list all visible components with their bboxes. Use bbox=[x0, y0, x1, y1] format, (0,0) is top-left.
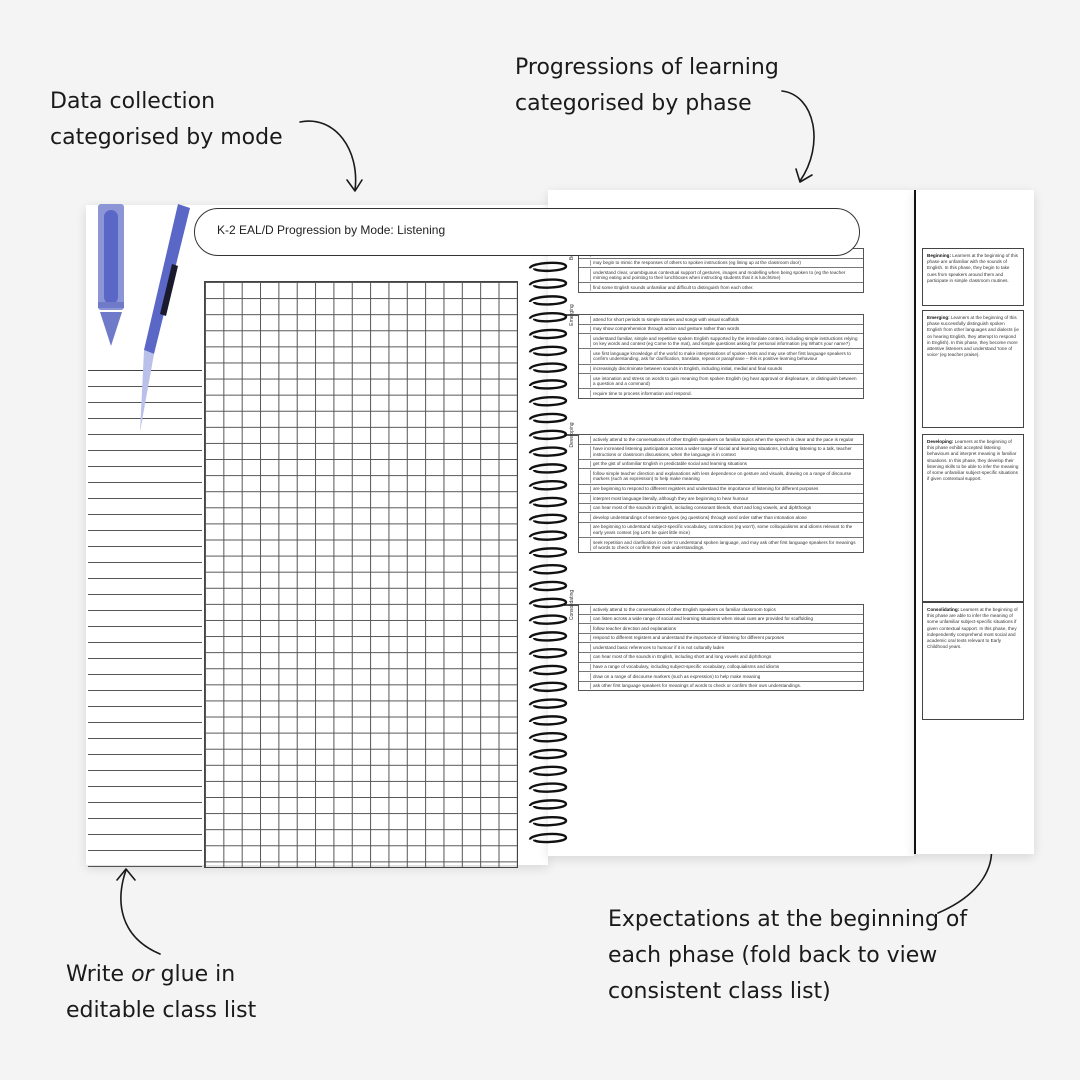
progression-item[interactable]: find some English sounds unfamiliar and difficult to distinguish from each other. bbox=[579, 283, 863, 292]
progression-item[interactable]: are beginning to understand subject-specific vocabulary, contractions (eg won't), some colloquialisms and idioms relevant to the early years context (eg Let's be quiet little mice) bbox=[579, 523, 863, 538]
spiral-coil bbox=[530, 800, 566, 808]
progression-item[interactable]: actively attend to the conversations of other English speakers on familiar topics when the speech is clear and the pace is regular bbox=[579, 435, 863, 445]
class-list-line[interactable] bbox=[88, 835, 202, 851]
spiral-coil bbox=[530, 263, 566, 271]
phase-items bbox=[578, 314, 864, 399]
spiral-coil bbox=[530, 414, 566, 422]
progression-item[interactable]: have increased listening participation across a wider range of social and learning situations, including listening to a talk, teacher instructions or classroom discussions, when the language is in context bbox=[579, 445, 863, 460]
progression-item[interactable]: may begin to mimic the responses of others to spoken instructions (eg lining up at the classroom door) bbox=[579, 259, 863, 269]
progression-item[interactable]: may show comprehension through action and gesture rather than words bbox=[579, 325, 863, 335]
description-text: Learners at the beginning of this phase are unfamiliar with the sounds of English. In this phase, they begin to take cues from speakers around them and participate in simple classroom routines. bbox=[927, 253, 1018, 283]
description-text: Learners at the beginning of this phase successfully distinguish spoken English from other languages and dialects (ie on hearing English, they attempt to respond in English). In this phase, they become more attentive listeners and understand 'tone of voice' (eg teacher praise). bbox=[927, 315, 1019, 358]
pen-icon bbox=[136, 204, 196, 434]
callout-line: Expectations at the beginning of bbox=[608, 907, 968, 932]
spiral-coil bbox=[530, 498, 566, 506]
progression-item[interactable]: follow teacher direction and explanations bbox=[579, 624, 863, 634]
spiral-coil bbox=[530, 565, 566, 573]
class-list-line[interactable] bbox=[88, 451, 202, 467]
page-title-box bbox=[194, 208, 860, 256]
progression-item[interactable]: understand clear, unambiguous contextual support of gestures, images and modelling when being spoken to (eg the teacher miming eating and pointing to their lunchboxes when instructing students that it is lunchtime) bbox=[579, 268, 863, 283]
right-page bbox=[548, 190, 914, 856]
class-list-line[interactable] bbox=[88, 707, 202, 723]
description-title: Consolidating: bbox=[927, 607, 960, 612]
spiral-coil bbox=[530, 380, 566, 388]
class-list-line[interactable] bbox=[88, 659, 202, 675]
spiral-coil bbox=[530, 834, 566, 842]
phase-description bbox=[922, 602, 1024, 720]
spiral-coil bbox=[530, 750, 566, 758]
callout-write-class-list bbox=[66, 957, 256, 1029]
notebook-spread bbox=[86, 190, 1032, 870]
class-list-line[interactable] bbox=[88, 691, 202, 707]
class-list-line[interactable] bbox=[88, 803, 202, 819]
progression-item[interactable]: get the gist of unfamiliar English in predictable social and learning situations bbox=[579, 460, 863, 470]
progression-item[interactable]: can hear most of the sounds in English, including consonant blends, short and long vowels, and diphthongs bbox=[579, 504, 863, 514]
progression-item[interactable]: understand basic references to humour if it is not culturally laden bbox=[579, 643, 863, 653]
arrow-icon bbox=[770, 85, 830, 195]
progression-item[interactable]: draw on a range of discourse markers (such as expression) to help make meaning bbox=[579, 672, 863, 682]
spiral-coil bbox=[530, 347, 566, 355]
spiral-coil bbox=[530, 599, 566, 607]
progression-item[interactable]: use intonation and stress on words to gain meaning from spoken English (eg hear approval or displeasure, or distinguish between a question and a command) bbox=[579, 374, 863, 389]
callout-line: each phase (fold back to view bbox=[608, 943, 938, 968]
class-list-line[interactable] bbox=[88, 755, 202, 771]
phase-description bbox=[922, 310, 1024, 428]
class-list-line[interactable] bbox=[88, 787, 202, 803]
callout-line: editable class list bbox=[66, 998, 257, 1023]
spiral-coil bbox=[530, 784, 566, 792]
class-list-line[interactable] bbox=[88, 467, 202, 483]
progression-item[interactable]: require time to process information and respond. bbox=[579, 389, 863, 398]
class-list-line[interactable] bbox=[88, 627, 202, 643]
spiral-coil bbox=[530, 616, 566, 624]
phase-label: Developing bbox=[564, 434, 578, 436]
progression-item[interactable]: have a range of vocabulary, including subject-specific vocabulary, colloquialisms and idioms bbox=[579, 663, 863, 673]
spiral-coil bbox=[530, 448, 566, 456]
spiral-coil bbox=[530, 733, 566, 741]
spiral-coil bbox=[530, 431, 566, 439]
progression-item[interactable]: are beginning to respond to different registers and understand the importance of listening for different purposes bbox=[579, 485, 863, 495]
spiral-coil bbox=[530, 280, 566, 288]
spiral-coil bbox=[530, 515, 566, 523]
progression-item[interactable]: increasingly discriminate between sounds in English, including initial, medial and final sounds bbox=[579, 365, 863, 375]
fold-out-flap[interactable] bbox=[914, 190, 1034, 854]
callout-line: Data collection bbox=[50, 89, 216, 114]
spiral-coil bbox=[530, 767, 566, 775]
spiral-coil bbox=[530, 548, 566, 556]
class-list-line[interactable] bbox=[88, 531, 202, 547]
class-list-line[interactable] bbox=[88, 723, 202, 739]
spiral-coil bbox=[530, 582, 566, 590]
callout-line: consistent class list) bbox=[608, 979, 831, 1004]
progression-item[interactable]: interpret most language literally, although they are beginning to hear humour bbox=[579, 494, 863, 504]
description-title: Beginning: bbox=[927, 253, 951, 258]
phase-description bbox=[922, 248, 1024, 306]
class-list-line[interactable] bbox=[88, 611, 202, 627]
page-title: K-2 EAL/D Progression by Mode: Listening bbox=[217, 223, 446, 237]
class-list-line[interactable] bbox=[88, 499, 202, 515]
spiral-coil bbox=[530, 817, 566, 825]
callout-data-collection bbox=[50, 84, 283, 156]
class-list-line[interactable] bbox=[88, 515, 202, 531]
spiral-coil bbox=[530, 464, 566, 472]
arrow-icon bbox=[110, 862, 170, 962]
class-list-line[interactable] bbox=[88, 595, 202, 611]
callout-expectations bbox=[608, 902, 967, 1010]
progression-item[interactable]: develop understandings of sentence types (eg questions) through word order rather than intonation alone bbox=[579, 513, 863, 523]
class-list-line[interactable] bbox=[88, 675, 202, 691]
phase-items bbox=[578, 604, 864, 691]
description-title: Developing: bbox=[927, 439, 954, 444]
callout-line: Progressions of learning bbox=[515, 55, 779, 80]
spiral-coil bbox=[530, 666, 566, 674]
phase-items bbox=[578, 434, 864, 553]
callout-line: categorised by mode bbox=[50, 125, 283, 150]
spiral-coil bbox=[530, 649, 566, 657]
progression-item[interactable]: ask other first language speakers for meanings of words to check or confirm their own understandings. bbox=[579, 682, 863, 691]
class-list-line[interactable] bbox=[88, 579, 202, 595]
spiral-coil bbox=[530, 330, 566, 338]
spiral-coil bbox=[530, 296, 566, 304]
description-text: Learners at the beginning of this phase exhibit accepted listening behaviours and interpret meaning in familiar situations. In this phase, they develop their listening skills to be able to infer the meaning of some unfamiliar subject-specific situations if given contextual support. bbox=[927, 439, 1019, 482]
description-title: Emerging: bbox=[927, 315, 950, 320]
class-list-line[interactable] bbox=[88, 435, 202, 451]
class-list-line[interactable] bbox=[88, 771, 202, 787]
progression-item[interactable]: respond to different registers and understand the importance of listening for different purposes bbox=[579, 634, 863, 644]
progression-item[interactable]: actively attend to the conversations of other English speakers on familiar classroom topics bbox=[579, 605, 863, 615]
progression-item[interactable]: seek repetition and clarification in order to understand spoken language, and may ask other first language speakers for meanings of words to check or confirm their own understandings. bbox=[579, 538, 863, 552]
spiral-coil bbox=[530, 397, 566, 405]
progression-item[interactable]: can listen across a wide range of social and learning situations when visual cues are provided for scaffolding bbox=[579, 615, 863, 625]
phase-description bbox=[922, 434, 1024, 602]
progression-item[interactable]: can hear most of the sounds in English, including short and long vowels and diphthongs bbox=[579, 653, 863, 663]
progression-item[interactable]: follow simple teacher direction and explanations with less dependence on gesture and visuals, drawing on a range of discourse markers (such as expression) to help make meaning bbox=[579, 469, 863, 484]
spiral-coil bbox=[530, 364, 566, 372]
class-list-line[interactable] bbox=[88, 643, 202, 659]
progression-item[interactable]: attend for short periods to simple stories and songs with visual scaffolds bbox=[579, 315, 863, 325]
callout-progressions bbox=[515, 50, 779, 122]
class-list-line[interactable] bbox=[88, 483, 202, 499]
arrow-icon bbox=[290, 110, 380, 200]
callout-line: categorised by phase bbox=[515, 91, 752, 116]
phase-label: Consolidating bbox=[564, 604, 578, 606]
spiral-coil bbox=[530, 683, 566, 691]
spiral-coil bbox=[530, 700, 566, 708]
class-list-line[interactable] bbox=[88, 851, 202, 867]
spiral-coil bbox=[530, 481, 566, 489]
class-list-line[interactable] bbox=[88, 819, 202, 835]
callout-line: Write or glue in bbox=[66, 962, 236, 987]
progression-item[interactable]: use first language knowledge of the world to make interpretations of spoken texts and may use other first language speakers to confirm understanding, ask for clarification, translate, repeat or paraphrase – this is positive learning behaviour bbox=[579, 349, 863, 364]
class-list-line[interactable] bbox=[88, 547, 202, 563]
spiral-coil bbox=[530, 532, 566, 540]
progression-item[interactable]: understand familiar, simple and repetitive spoken English supported by the immediate context, including simple instructions relying on key words and context (eg Come to the mat), and simple questions asking for personal information (eg What's your name?) bbox=[579, 334, 863, 349]
spiral-coil bbox=[530, 313, 566, 321]
spiral-coil bbox=[530, 632, 566, 640]
crayon-icon bbox=[96, 204, 126, 352]
phase-label: Emerging bbox=[564, 314, 578, 316]
class-list-line[interactable] bbox=[88, 739, 202, 755]
description-text: Learners at the beginning of this phase are able to infer the meaning of some unfamiliar subject-specific situations if given contextual support. In this phase, they independently comprehend most social and academic oral texts relevant to Early Childhood years. bbox=[927, 607, 1018, 650]
spiral-binding bbox=[526, 202, 570, 852]
class-list-line[interactable] bbox=[88, 563, 202, 579]
data-collection-grid[interactable] bbox=[204, 281, 518, 868]
class-list-lines[interactable] bbox=[88, 370, 202, 867]
spiral-coil bbox=[530, 716, 566, 724]
